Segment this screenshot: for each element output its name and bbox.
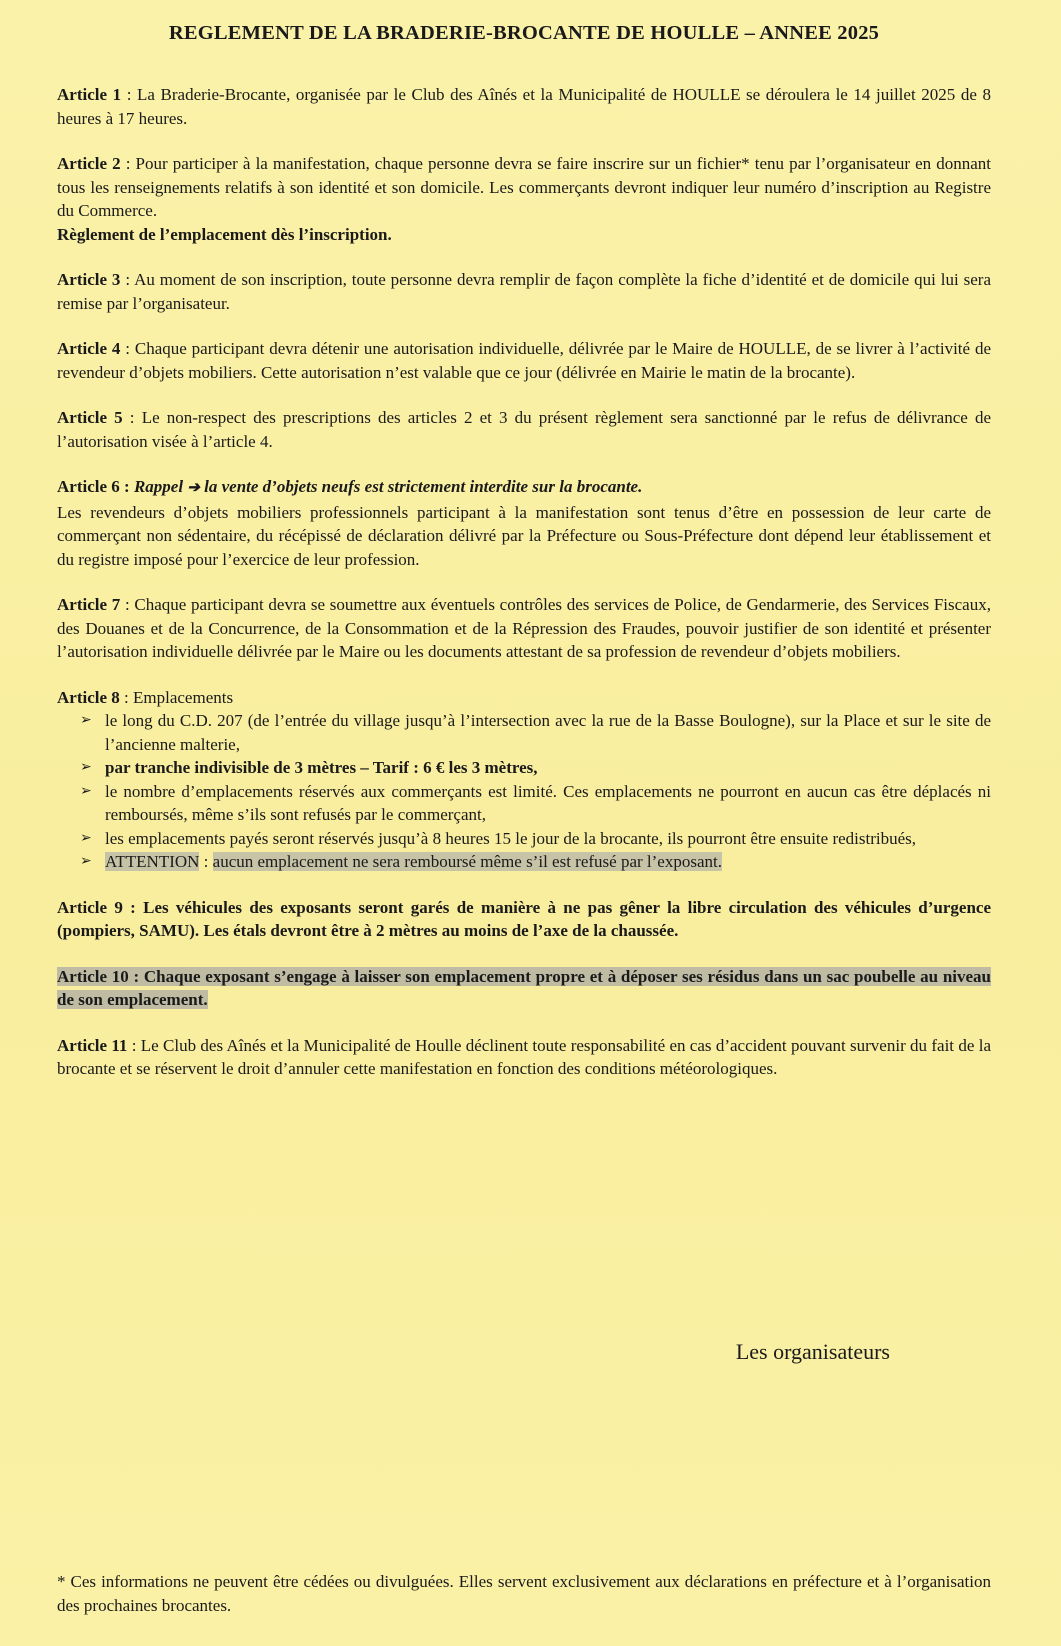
article-10-text: Chaque exposant s’engage à laisser son emplacement propre et à déposer ses résidus dans un sac poubelle au niveau de son emplacement. (57, 966, 992, 1009)
article-4-label: Article 4 (57, 339, 121, 358)
article-2-label: Article 2 (57, 154, 121, 173)
article-5: Article 5 : Le non-respect des prescriptions des articles 2 et 3 du présent règlement sera sanctionné par le refus de délivrance de l’autorisation visée à l’article 4. (57, 408, 991, 451)
bullet-arrow-icon: ➢ (80, 854, 92, 869)
bullet-arrow-icon: ➢ (80, 783, 92, 799)
article-3: Article 3 : Au moment de son inscription, toute personne devra remplir de façon complète la fiche d’identité et de domicile qui lui sera remise par l’organisateur. (57, 270, 991, 313)
article-11-label: Article 11 (57, 1035, 128, 1055)
document-title: REGLEMENT DE LA BRADERIE-BROCANTE DE HOULLE – ANNEE 2025 (168, 22, 880, 44)
bullet-arrow-icon: ➢ (80, 760, 92, 775)
article-7: Article 7 : Chaque participant devra se soumettre aux éventuels contrôles des services de Police, de Gendarmerie, des Services Fiscaux, des Douanes et de la Concurrence, de la Consommation et de la Répression des Fraudes, pouvoir justifier de son identité et présenter l’autorisation individuelle délivrée par le Maire ou les documents attestant de sa profession de revendeur d’objets mobiliers. (57, 595, 991, 661)
list-item-text: le long du C.D. 207 (de l’entrée du village jusqu’à l’intersection avec la rue de la Basse Boulogne), sur la Place et sur le site de l’ancienne malterie, (105, 711, 991, 754)
article-5-label: Article 5 (57, 408, 123, 427)
article-7-text: Chaque participant devra se soumettre aux éventuels contrôles des services de Police, de Gendarmerie, des Services Fiscaux, des Douanes et de la Concurrence, de la Consommation et de la Répression des Fraudes, pouvoir justifier de son identité et présenter l’autorisation individuelle délivrée par le Maire ou les documents attestant de sa profession de revendeur d’objets mobiliers. (57, 595, 991, 661)
article-8-heading: Emplacements (133, 687, 234, 707)
signature: Les organisateurs (735, 1339, 890, 1364)
article-8: Article 8 : Emplacements ➢ le long du C.D. 207 (de l’entrée du village jusqu’à l’intersection avec la rue de la Basse Boulogne), sur la Place et sur le site de l’ancienne malterie, ➢ par tranche indivisible de 3 mètres – Tarif : 6 € les 3 mètres, ➢ le nombre d’emplacements réservés aux commerçants est limité. Ces emplacements ne pourront en aucun cas être déplacés ni remboursés, même s’ils sont refusés par le commerçant, ➢ les emplacements payés seront réservés jusqu’à 8 heures 15 le jour de la brocante, ils pourront être ensuite redistribués, ➢ ATTENTION : aucun emplacement ne sera remboursé même s’il est refusé par l’exposant. (57, 686, 991, 874)
article-1-label: Article 1 (57, 85, 122, 104)
attention-text: aucun emplacement ne sera remboursé même s’il est refusé par l’exposant. (212, 852, 722, 871)
article-2-text: Pour participer à la manifestation, chaque personne devra se faire inscrire sur un fichier* tenu par l’organisateur en donnant tous les renseignements relatifs à son identité et son domicile. Les commerçants devront indiquer leur numéro d’inscription au Registre du Commerce. (57, 154, 991, 220)
article-10 (57, 965, 991, 1012)
arrow-right-icon: ➔ (187, 480, 200, 496)
article-7-label: Article 7 (57, 595, 121, 614)
article-4-text: Chaque participant devra détenir une autorisation individuelle, délivrée par le Maire de HOULLE, de se livrer à l’activité de revendeur d’objets mobiliers. Cette autorisation n’est valable que ce jour (délivrée en Mairie le matin de la brocante). (57, 339, 991, 382)
article-2: Article 2 : Pour participer à la manifestation, chaque personne devra se faire inscrire sur un fichier* tenu par l’organisateur en donnant tous les renseignements relatifs à son identité et son domicile. Les commerçants devront indiquer leur numéro d’inscription au Registre du Commerce. Règlement de l’emplacement dès l’inscription. (57, 152, 991, 246)
article-1: Article 1 : La Braderie-Brocante, organisée par le Club des Aînés et la Municipalité de HOULLE se déroulera le 14 juillet 2025 de 8 heures à 17 heures. (57, 85, 991, 128)
article-4: Article 4 : Chaque participant devra détenir une autorisation individuelle, délivrée par le Maire de HOULLE, de se livrer à l’activité de revendeur d’objets mobiliers. Cette autorisation n’est valable que ce jour (délivrée en Mairie le matin de la brocante). (57, 339, 991, 382)
article-8-list (57, 709, 991, 874)
article-11-text: Le Club des Aînés et la Municipalité de Houlle déclinent toute responsabilité en cas d’accident pouvant survenir du fait de la brocante et se réservent le droit d’annuler cette manifestation en fonction des conditions météorologiques. (57, 1035, 991, 1078)
article-1-text: La Braderie-Brocante, organisée par le Club des Aînés et la Municipalité de HOULLE se déroulera le 14 juillet 2025 de 8 heures à 17 heures. (57, 85, 991, 128)
footnote: * Ces informations ne peuvent être cédées ou divulguées. Elles servent exclusivement aux déclarations en préfecture et à l’organisation des prochaines brocantes. (57, 1572, 991, 1615)
article-9-text: Les véhicules des exposants seront garés de manière à ne pas gêner la libre circulation des véhicules d’urgence (pompiers, SAMU). Les étals devront être à 2 mètres au moins de l’axe de la chaussée. (57, 897, 991, 940)
list-item: ➢ ATTENTION : aucun emplacement ne sera remboursé même s’il est refusé par l’exposant. (80, 850, 991, 874)
list-item (80, 827, 991, 851)
list-item-text: par tranche indivisible de 3 mètres – Tarif : 6 € les 3 mètres, (105, 758, 538, 777)
article-3-text: Au moment de son inscription, toute personne devra remplir de façon complète la fiche d’identité et de domicile qui lui sera remise par l’organisateur. (57, 270, 991, 313)
article-10-label: Article 10 : (57, 966, 140, 986)
article-6-label: Article 6 : (57, 477, 130, 496)
bullet-arrow-icon: ➢ (80, 713, 92, 728)
attention-label: ATTENTION (105, 852, 200, 871)
list-item-text: les emplacements payés seront réservés jusqu’à 8 heures 15 le jour de la brocante, ils pourront être ensuite redistribués, (105, 828, 917, 848)
article-8-label: Article 8 (57, 687, 120, 707)
article-11: Article 11 : Le Club des Aînés et la Municipalité de Houlle déclinent toute responsabilité en cas d’accident pouvant survenir du fait de la brocante et se réservent le droit d’annuler cette manifestation en fonction des conditions météorologiques. (57, 1035, 991, 1078)
list-item (80, 709, 991, 756)
article-9-label: Article 9 : (57, 897, 136, 917)
article-6: Article 6 : Rappel ➔ la vente d’objets neufs est strictement interdite sur la brocante. Les revendeurs d’objets mobiliers professionnels participant à la manifestation sont tenus d’être en possession de leur carte de commerçant non sédentaire, du récépissé de déclaration délivré par la Préfecture ou Sous-Préfecture dont dépend leur établissement et du registre imposé pour l’exercice de leur profession. (57, 475, 991, 571)
list-item (80, 756, 991, 780)
bullet-arrow-icon: ➢ (80, 830, 92, 846)
article-6-rappel-text: la vente d’objets neufs est strictement interdite sur la brocante (204, 477, 639, 496)
article-6-rappel: Rappel (133, 477, 184, 496)
article-3-label: Article 3 (57, 270, 121, 289)
article-9 (57, 896, 991, 943)
list-item-text: le nombre d’emplacements réservés aux commerçants est limité. Ces emplacements ne pourront en aucun cas être déplacés ni remboursés, même s’ils sont refusés par le commerçant, (105, 781, 991, 824)
article-2-payment-note: Règlement de l’emplacement dès l’inscription. (57, 224, 392, 244)
article-6-text: Les revendeurs d’objets mobiliers professionnels participant à la manifestation sont tenus d’être en possession de leur carte de commerçant non sédentaire, du récépissé de déclaration délivré par la Préfecture ou Sous-Préfecture dont dépend leur établissement et du registre imposé pour l’exercice de leur profession. (57, 502, 991, 569)
list-item (80, 780, 991, 827)
article-5-text: Le non-respect des prescriptions des articles 2 et 3 du présent règlement sera sanctionné par le refus de délivrance de l’autorisation visée à l’article 4. (57, 408, 991, 451)
